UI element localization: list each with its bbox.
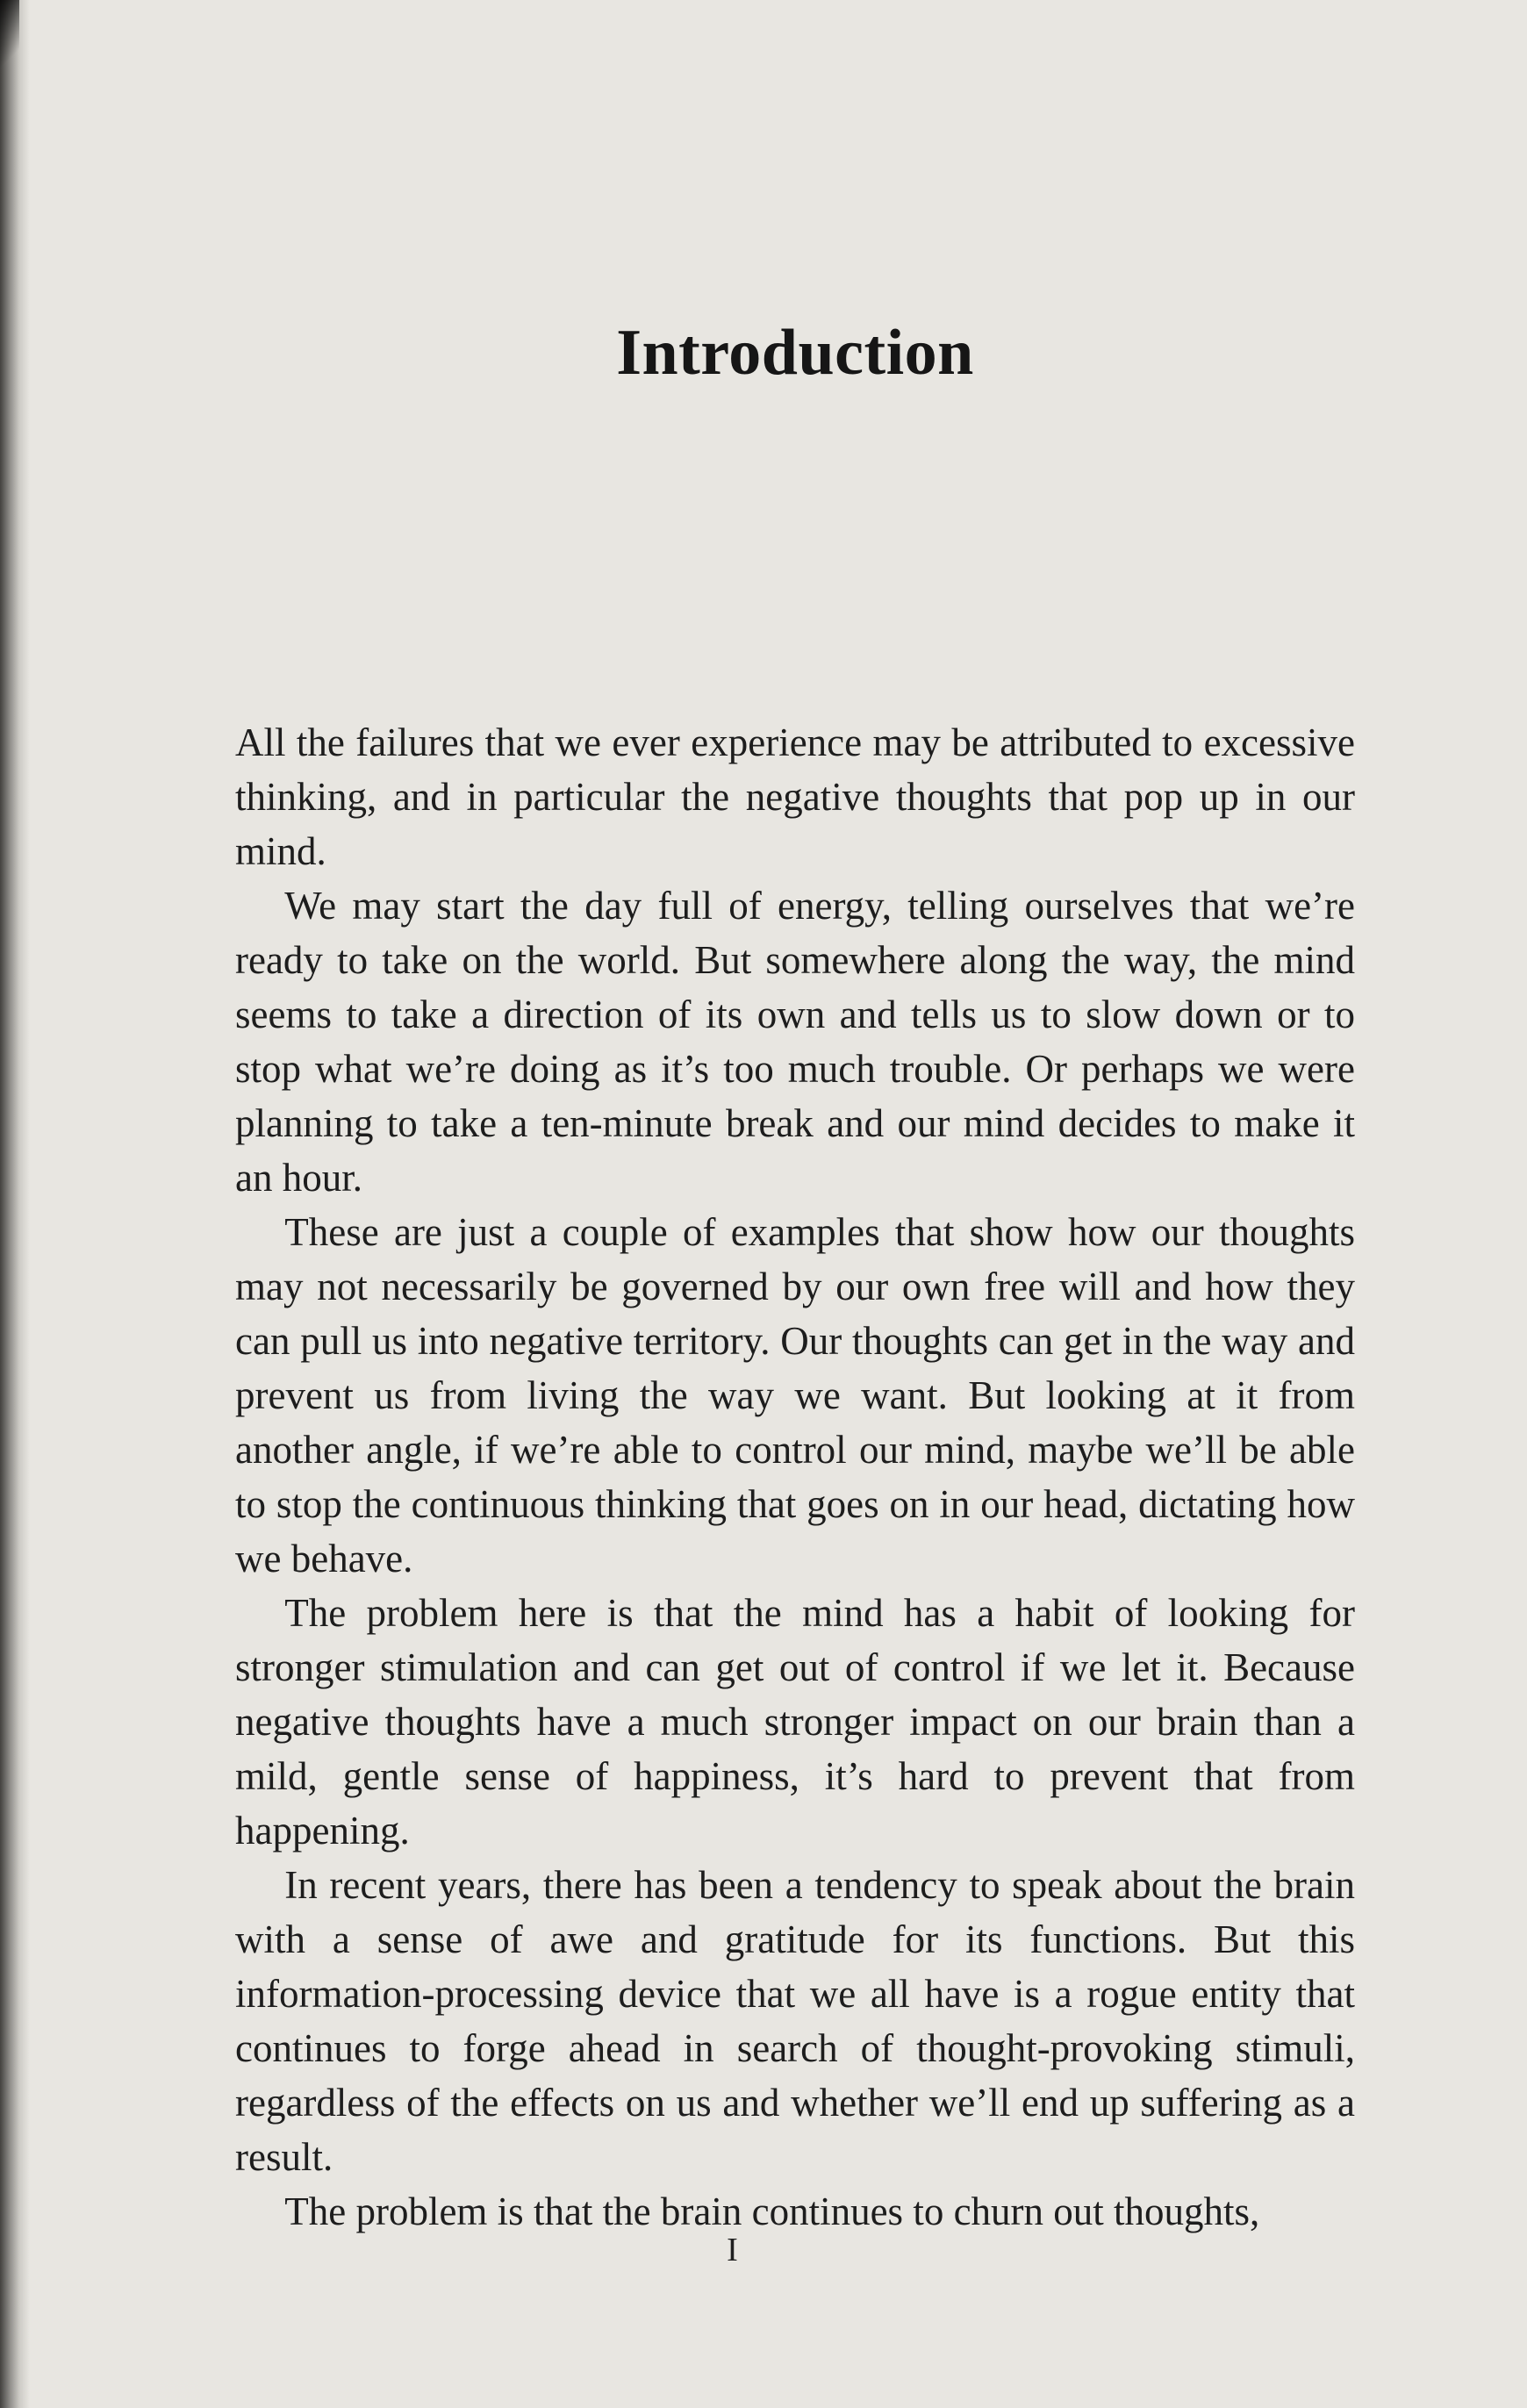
paragraph: The problem here is that the mind has a habit of looking for stronger stimulation and can get out of control if we let it. Because negative thoughts have a much stronger impact on our brain than a mild, gentle sense of happiness, it’s hard to prevent that from happening. <box>235 1591 1355 1853</box>
paragraph: In recent years, there has been a tendency to speak about the brain with a sense of awe and gratitude for its functions. But this information-processing device that we all have is a rogue entity that continues to forge ahead in search of thought-provoking stimuli, regardless of the effects on us and whether we’ll end up suffering as a result. <box>235 1863 1355 2180</box>
page-number: I <box>727 2232 739 2268</box>
paragraph: These are just a couple of examples that show how our thoughts may not necessarily be governed by our own free will and how they can pull us into negative territory. Our thoughts can get in the way and prevent us from living the way we want. But looking at it from another angle, if we’re able to control our mind, maybe we’ll be able to stop the continuous thinking that goes on in our head, dictating how we behave. <box>235 1210 1355 1581</box>
body-text <box>235 715 1355 2239</box>
paragraph: We may start the day full of energy, telling ourselves that we’re ready to take on the world. But somewhere along the way, the mind seems to take a direction of its own and tells us to slow down or to stop what we’re doing as it’s too much trouble. Or perhaps we were planning to take a ten-minute break and our mind decides to make it an hour. <box>235 884 1355 1200</box>
chapter-title: Introduction <box>616 317 974 389</box>
paragraph: All the failures that we ever experience may be attributed to excessive thinking, and in particular the negative thoughts that pop up in our mind. <box>235 720 1355 874</box>
paragraph: The problem is that the brain continues to churn out thoughts, <box>284 2189 1260 2234</box>
